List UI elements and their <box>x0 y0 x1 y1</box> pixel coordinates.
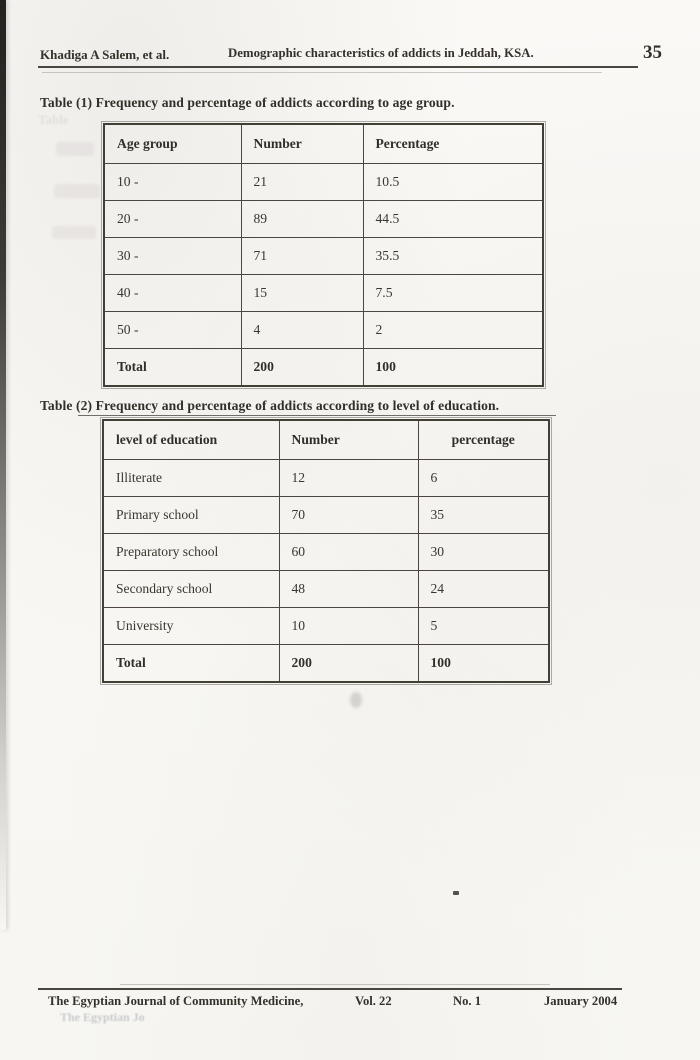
cell-total-percentage: 100 <box>418 645 549 683</box>
bleed-through-blob <box>56 142 94 156</box>
cell-total-number: 200 <box>279 645 418 683</box>
table-row <box>104 275 543 312</box>
cell-percentage: 35.5 <box>363 238 543 275</box>
cell-total-number: 200 <box>241 349 363 387</box>
cell-number: 12 <box>279 460 418 497</box>
cell-number: 89 <box>241 201 363 238</box>
cell-percentage: 30 <box>418 534 549 571</box>
column-header: level of education <box>103 420 279 460</box>
footer-rule <box>38 988 622 990</box>
cell-age-group: 10 - <box>104 164 241 201</box>
scan-speck <box>453 891 459 895</box>
table1-caption: Table (1) Frequency and percentage of addicts according to age group. <box>40 95 455 110</box>
table-total-row <box>104 349 543 387</box>
bleed-through-blob <box>54 184 100 198</box>
cell-age-group: 50 - <box>104 312 241 349</box>
cell-education: Illiterate <box>103 460 279 497</box>
column-header: Number <box>241 124 363 164</box>
table-row <box>104 238 543 275</box>
cell-number: 48 <box>279 571 418 608</box>
table-row <box>104 312 543 349</box>
column-header: Percentage <box>363 124 543 164</box>
cell-total-label: Total <box>104 349 241 387</box>
table-header-row <box>104 124 543 164</box>
cell-total-label: Total <box>103 645 279 683</box>
footer-rule-echo <box>120 984 550 985</box>
table-row <box>104 164 543 201</box>
table-row <box>104 201 543 238</box>
cell-number: 15 <box>241 275 363 312</box>
cell-age-group: 40 - <box>104 275 241 312</box>
cell-education: University <box>103 608 279 645</box>
header-rule-echo <box>42 72 602 73</box>
cell-education: Preparatory school <box>103 534 279 571</box>
bleed-through-text: Table <box>38 112 69 127</box>
bleed-through-blob <box>52 226 96 239</box>
cell-total-percentage: 100 <box>363 349 543 387</box>
cell-education: Primary school <box>103 497 279 534</box>
cell-number: 4 <box>241 312 363 349</box>
header-author: Khadiga A Salem, et al. <box>40 47 170 62</box>
table-total-row <box>103 645 549 683</box>
column-header: Age group <box>104 124 241 164</box>
cell-number: 10 <box>279 608 418 645</box>
cell-number: 71 <box>241 238 363 275</box>
cell-percentage: 6 <box>418 460 549 497</box>
bleed-through-text: The Egyptian Jo <box>60 1010 145 1024</box>
cell-percentage: 7.5 <box>363 275 543 312</box>
cell-number: 60 <box>279 534 418 571</box>
cell-percentage: 5 <box>418 608 549 645</box>
scan-edge-shadow <box>0 0 6 930</box>
cell-age-group: 30 - <box>104 238 241 275</box>
cell-number: 70 <box>279 497 418 534</box>
cell-age-group: 20 - <box>104 201 241 238</box>
cell-percentage: 2 <box>363 312 543 349</box>
table-row <box>103 460 549 497</box>
cell-percentage: 35 <box>418 497 549 534</box>
table2-caption: Table (2) Frequency and percentage of addicts according to level of education. <box>40 398 500 413</box>
cell-percentage: 24 <box>418 571 549 608</box>
column-header: Number <box>279 420 418 460</box>
header-page-number: 35 <box>643 42 662 63</box>
cell-percentage: 44.5 <box>363 201 543 238</box>
column-header: percentage <box>418 420 549 460</box>
table-header-row <box>103 420 549 460</box>
footer-issue: No. 1 <box>453 994 481 1008</box>
header-rule <box>38 66 638 68</box>
cell-education: Secondary school <box>103 571 279 608</box>
header-title: Demographic characteristics of addicts in Jeddah, KSA. <box>228 46 534 60</box>
footer-volume: Vol. 22 <box>355 994 392 1008</box>
cell-number: 21 <box>241 164 363 201</box>
table-row <box>103 608 549 645</box>
table-age-group <box>103 123 544 387</box>
table2-caption-underline <box>78 415 556 416</box>
footer-journal-name: The Egyptian Journal of Community Medicine, <box>48 994 304 1008</box>
cell-percentage: 10.5 <box>363 164 543 201</box>
table-row <box>103 571 549 608</box>
table-education-level <box>102 419 550 683</box>
scan-smudge <box>350 692 362 708</box>
table-row <box>103 534 549 571</box>
table-row <box>103 497 549 534</box>
footer-date: January 2004 <box>544 994 618 1008</box>
